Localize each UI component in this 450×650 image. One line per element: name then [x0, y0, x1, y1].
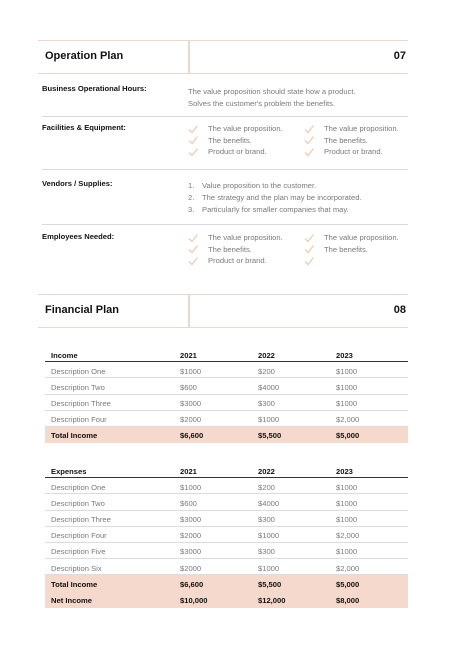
row-separator [42, 116, 408, 117]
row-label: Description One [51, 482, 106, 492]
row-label: Employees Needed: [42, 232, 115, 241]
cell-value: 2021 [180, 350, 197, 360]
text-line: Solves the customer's problem the benefits. [188, 98, 336, 108]
row-label: Facilities & Equipment: [42, 123, 126, 132]
row-label: Expenses [51, 466, 87, 476]
total-row [45, 575, 408, 591]
check-icon [304, 147, 314, 157]
row-label: Description Six [51, 563, 102, 573]
check-item: Product or brand. [304, 146, 399, 158]
row-label: Description Five [51, 547, 106, 557]
row-label: Description One [51, 366, 106, 376]
check-icon [188, 256, 198, 266]
table-header-row [45, 462, 408, 478]
check-item: The value proposition. [188, 232, 283, 244]
cell-value: $6,600 [180, 579, 204, 589]
cell-value: $4000 [258, 382, 280, 392]
cell-value: $1000 [258, 531, 280, 541]
check-list [188, 123, 283, 158]
check-item: The benefits. [304, 244, 399, 256]
row-label: Description Three [51, 515, 111, 525]
cell-value: $2,000 [336, 415, 360, 425]
text-line: The value proposition should state how a product. [188, 87, 356, 96]
cell-value: $2000 [180, 415, 202, 425]
row-label: Description Four [51, 415, 107, 425]
cell-value: 2022 [258, 350, 275, 360]
financial-plan-header [38, 294, 408, 328]
cell-value: $5,000 [336, 431, 360, 441]
row-label: Description Four [51, 531, 107, 541]
check-list [188, 232, 283, 267]
row-label: Vendors / Supplies: [42, 179, 113, 188]
expenses-table [45, 462, 408, 608]
cell-value: 2021 [180, 466, 197, 476]
check-item: Product or brand. [188, 146, 283, 158]
section-number: 07 [393, 50, 406, 62]
cell-value: $1000 [336, 382, 358, 392]
cell-value: $5,000 [336, 579, 360, 589]
row-separator [42, 169, 408, 170]
header-divider [188, 41, 190, 73]
cell-value: $1000 [336, 547, 358, 557]
cell-value: $5,500 [258, 431, 282, 441]
check-icon [304, 135, 314, 145]
cell-value: $200 [258, 482, 275, 492]
list-item: 1. Value proposition to the customer. [188, 181, 317, 190]
cell-value: $8,000 [336, 596, 360, 605]
cell-value: $300 [258, 547, 275, 557]
check-item: The benefits. [304, 135, 399, 147]
cell-value: $300 [258, 515, 275, 525]
check-item: The benefits. [188, 135, 283, 147]
cell-value: $3000 [180, 515, 202, 525]
list-item: 3. Particularly for smaller companies that may. [188, 204, 349, 214]
row-label: Total Income [51, 431, 98, 441]
cell-value: $1000 [258, 563, 280, 573]
cell-value: $2,000 [336, 531, 360, 541]
cell-value: $600 [180, 382, 197, 392]
check-item: The benefits. [188, 244, 283, 256]
cell-value: $5,500 [258, 579, 282, 589]
cell-value: $1000 [180, 482, 202, 492]
cell-value: $1000 [336, 482, 358, 492]
check-list [304, 123, 399, 158]
check-icon [304, 244, 314, 254]
table-row [45, 494, 408, 510]
table-row [45, 362, 408, 378]
section-number: 08 [393, 304, 406, 316]
cell-value: $2000 [180, 531, 202, 541]
cell-value: 2023 [336, 466, 353, 476]
numbered-list [188, 180, 362, 215]
check-icon [304, 124, 314, 134]
cell-value: $1000 [258, 415, 280, 425]
cell-value: $200 [258, 366, 275, 376]
cell-value: $600 [180, 498, 197, 508]
cell-value: $1000 [180, 366, 202, 376]
row-label: Net Income [51, 596, 92, 605]
cell-value: $1000 [336, 515, 358, 525]
row-label: Description Three [51, 399, 111, 409]
check-icon [188, 135, 198, 145]
check-icon [188, 124, 198, 134]
row-text [188, 86, 356, 110]
check-item: The value proposition. [304, 232, 399, 244]
table-header-row [45, 346, 408, 362]
row-label: Income [51, 350, 78, 360]
cell-value: $6,600 [180, 431, 204, 441]
check-item [304, 255, 399, 267]
table-row [45, 559, 408, 575]
table-row [45, 411, 408, 427]
row-label: Description Two [51, 498, 105, 508]
total-row [45, 427, 408, 443]
table-row [45, 527, 408, 543]
cell-value: $4000 [258, 498, 280, 508]
table-row [45, 478, 408, 494]
cell-value: $3000 [180, 399, 202, 409]
table-row [45, 511, 408, 527]
check-icon [188, 244, 198, 254]
check-item: The value proposition. [188, 123, 283, 135]
cell-value: $2,000 [336, 563, 360, 573]
cell-value: 2022 [258, 466, 275, 476]
cell-value: $2000 [180, 563, 202, 573]
check-icon [304, 233, 314, 243]
income-table [45, 346, 408, 443]
section-title: Financial Plan [45, 304, 119, 316]
cell-value: 2023 [336, 350, 353, 360]
list-item: 2. The strategy and the plan may be incorporated. [188, 192, 362, 202]
table-row [45, 378, 408, 394]
check-item: The value proposition. [304, 123, 399, 135]
check-list [304, 232, 399, 267]
cell-value: $12,000 [258, 596, 286, 605]
row-label: Description Two [51, 382, 105, 392]
total-row [45, 592, 408, 608]
cell-value: $1000 [336, 399, 358, 409]
cell-value: $300 [258, 399, 275, 409]
row-separator [42, 224, 408, 225]
header-divider [188, 295, 190, 327]
row-label: Total Income [51, 579, 98, 589]
table-row [45, 395, 408, 411]
cell-value: $3000 [180, 547, 202, 557]
table-row [45, 543, 408, 559]
check-icon [188, 233, 198, 243]
cell-value: $1000 [336, 498, 358, 508]
operation-plan-header [38, 40, 408, 74]
check-icon [188, 147, 198, 157]
check-item: Product or brand. [188, 255, 283, 267]
row-label: Business Operational Hours: [42, 84, 147, 93]
section-title: Operation Plan [45, 50, 124, 62]
cell-value: $10,000 [180, 596, 208, 605]
cell-value: $1000 [336, 366, 358, 376]
check-icon [304, 256, 314, 266]
